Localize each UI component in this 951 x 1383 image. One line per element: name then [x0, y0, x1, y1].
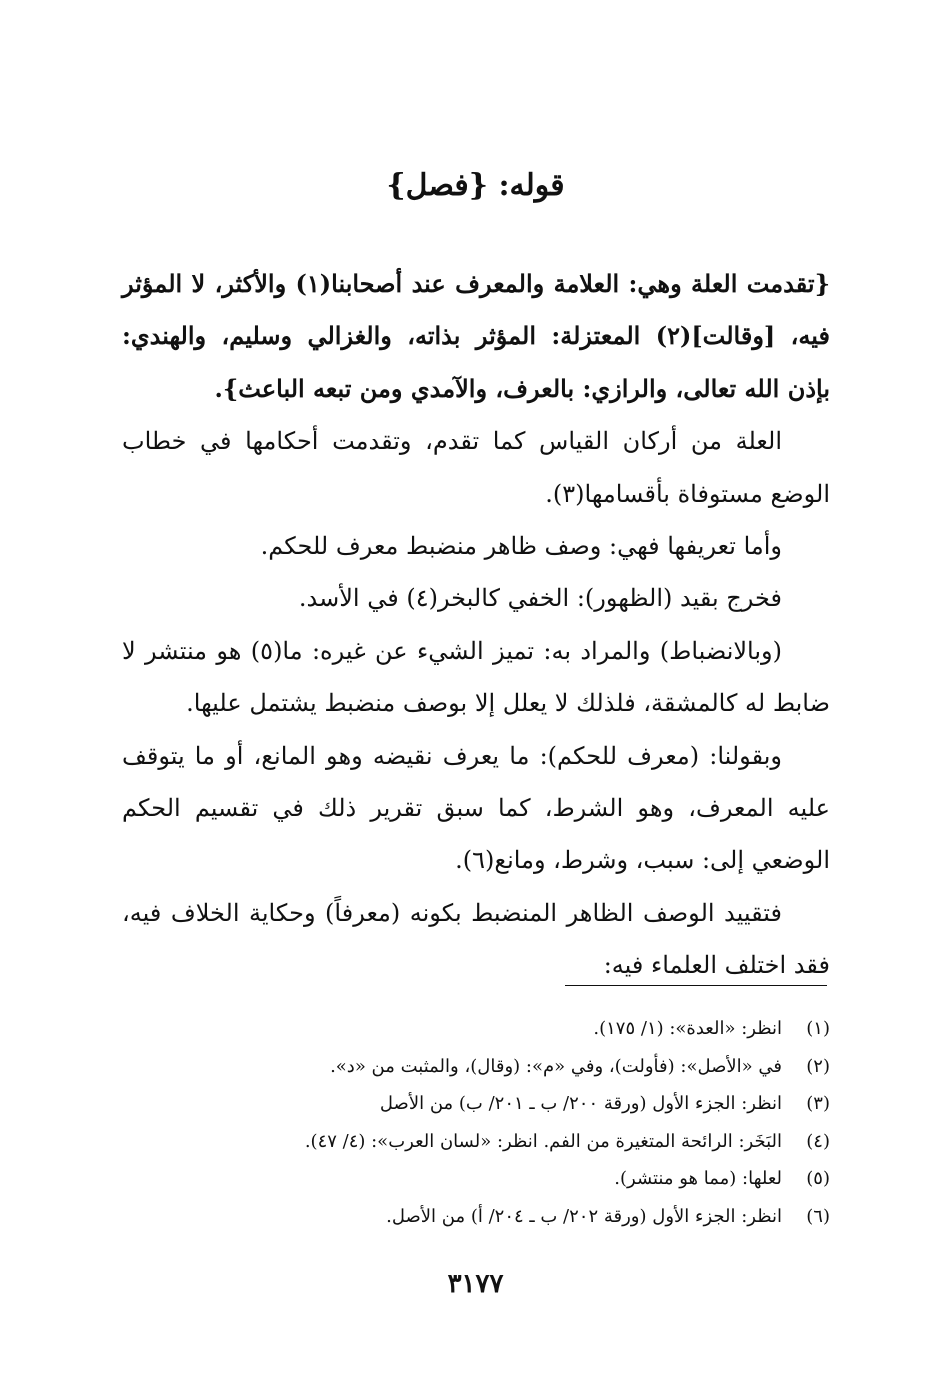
paragraph: فخرج بقيد (الظهور): الخفي كالبخر(٤) في الأسد. — [298, 584, 782, 613]
footnote-number: (٦) — [806, 1205, 830, 1227]
footnote — [140, 1160, 830, 1198]
paragraph: (وبالانضباط) والمراد به: تميز الشيء عن غيره: ما(٥) هو منتشر لا ضابط له كالمشقة، فلذلك لا يعلل إلا بوصف منضبط يشتمل عليها. — [122, 636, 830, 718]
footnote — [140, 1048, 830, 1086]
footnote-text: انظر: الجزء الأول (ورقة ٢٠٢/ ب ـ ٢٠٤/ أ) من الأصل. — [386, 1205, 782, 1227]
paragraph: العلة من أركان القياس كما تقدم، وتقدمت أحكامها في خطاب الوضع مستوفاة بأقسامها(٣). — [122, 427, 830, 508]
footnote — [140, 1123, 830, 1161]
footnote — [140, 1010, 830, 1048]
paragraph: وأما تعريفها فهي: وصف ظاهر منضبط معرف للحكم. — [260, 532, 782, 561]
paragraph-matn: {تقدمت العلة وهي: العلامة والمعرف عند أصحابنا(١) والأكثر، لا المؤثر فيه، [وقالت](٢) المعتزلة: المؤثر بذاته، والغزالي وسليم، والهندي: بإذن الله تعالى، والرازي: بالعرف، والآمدي ومن تبعه الباعث}. — [122, 269, 831, 403]
paragraph: فتقييد الوصف الظاهر المنضبط بكونه (معرفاً) وحكاية الخلاف فيه، فقد اختلف العلماء فيه: — [122, 898, 830, 980]
footnote-divider — [565, 985, 827, 986]
footnote — [140, 1085, 830, 1123]
footnote-text: البَخَر: الرائحة المتغيرة من الفم. انظر: «لسان العرب»: (٤/ ٤٧). — [304, 1130, 782, 1152]
footnotes — [140, 1010, 830, 1236]
footnote-text: انظر: الجزء الأول (ورقة ٢٠٠/ ب ـ ٢٠١/ ب) من الأصل — [379, 1093, 782, 1115]
page-number: ٣١٧٧ — [447, 1269, 504, 1299]
main-text — [122, 258, 830, 992]
footnote-number: (٥) — [806, 1168, 830, 1190]
footnote-number: (١) — [806, 1018, 830, 1039]
footnote-text: لعلها: (مما هو منتشر). — [614, 1168, 782, 1190]
footnote-number: (٤) — [806, 1130, 830, 1152]
footnote-text: في «الأصل»: (فأولت)، وفي «م»: (وقال)، والمثبت من «د». — [330, 1055, 782, 1077]
footnote-text: انظر: «العدة»: (١/ ١٧٥). — [593, 1018, 782, 1039]
paragraph: وبقولنا: (معرف للحكم): ما يعرف نقيضه وهو المانع، أو ما يتوقف عليه المعرف، وهو الشرط، كما سبق تقرير ذلك في تقسيم الحكم الوضعي إلى: سبب، وشرط، ومانع(٦). — [122, 741, 830, 875]
footnote-number: (٣) — [806, 1093, 830, 1115]
section-heading: قوله: {فصل} — [386, 168, 565, 203]
footnote — [140, 1198, 830, 1236]
footnote-number: (٢) — [806, 1055, 830, 1077]
